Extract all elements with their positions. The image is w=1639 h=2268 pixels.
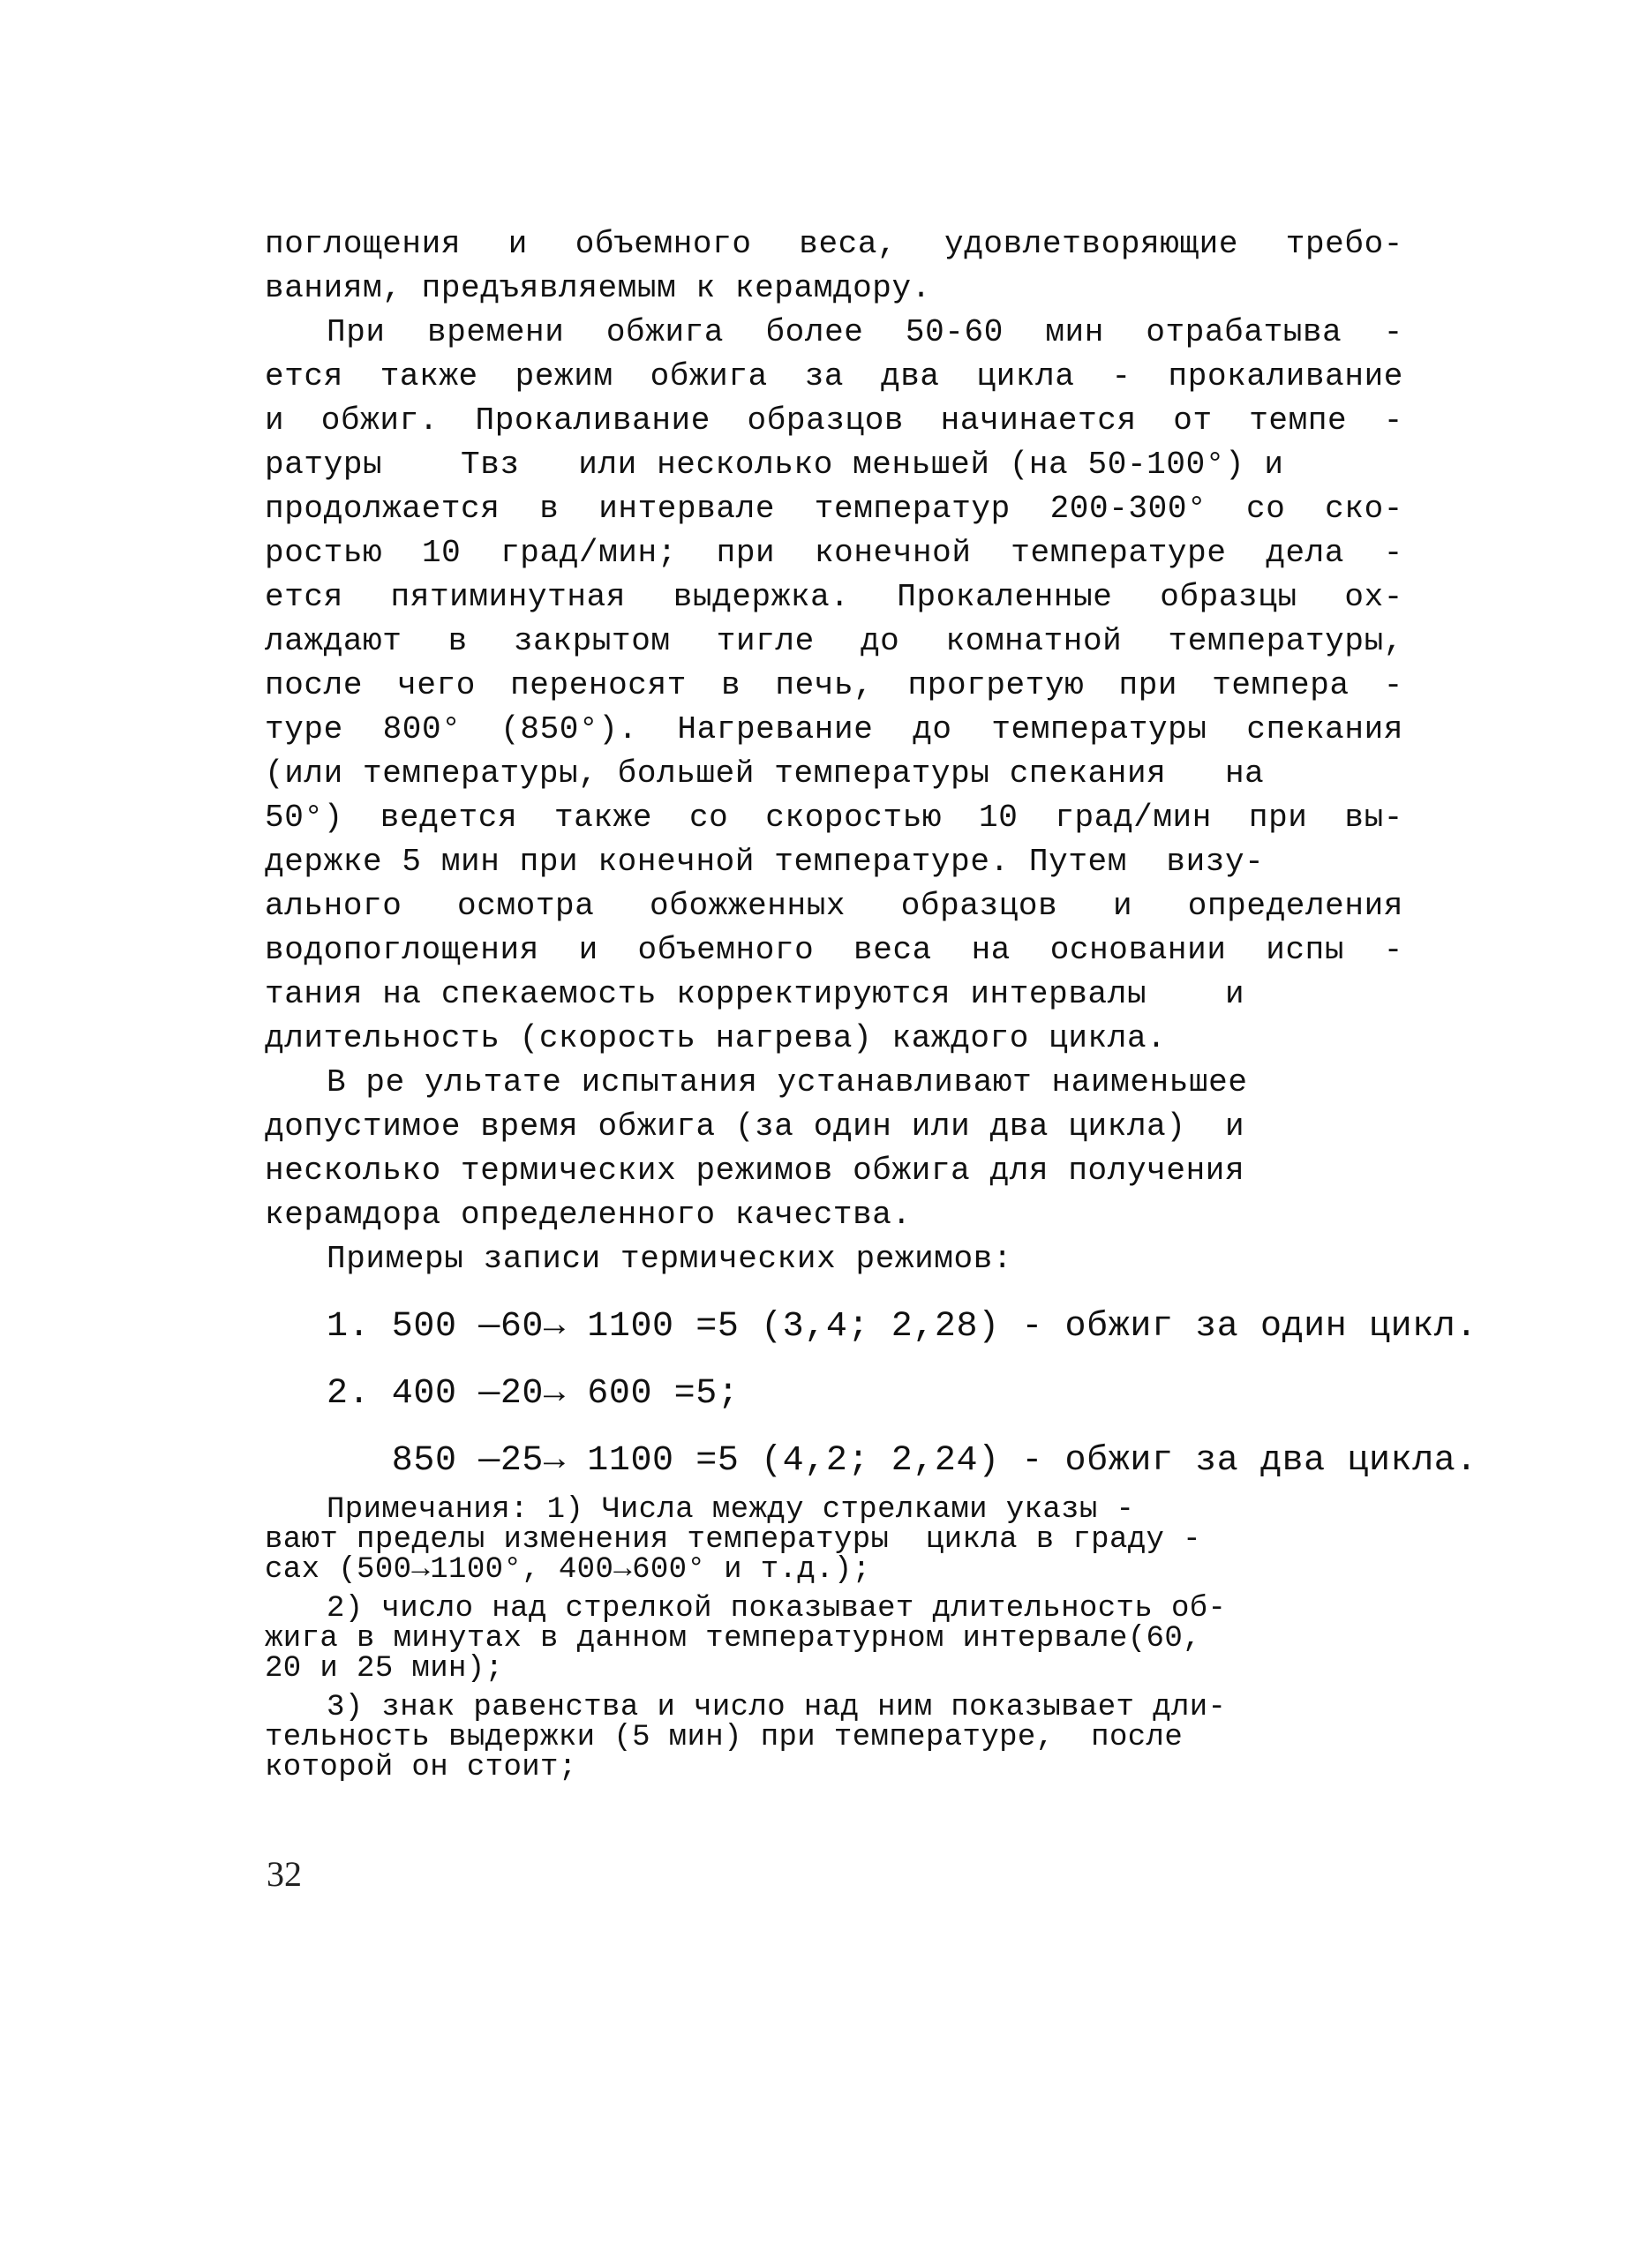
text-line: длительность (скорость нагрева) каждого цикла. <box>265 1020 1167 1056</box>
note-line: вают пределы изменения температуры цикла в граду - <box>265 1523 1201 1557</box>
text-line: водопоглощения и объемного веса на основании испы - <box>265 932 1403 968</box>
text-line: При времени обжига более 50-60 мин отрабатыва - <box>327 314 1403 350</box>
text-line: В ре ультате испытания устанавливают наименьшее <box>327 1064 1248 1100</box>
example-line: 2. 400 —20→ 600 =5; <box>327 1374 740 1414</box>
text-line: ваниям, предъявляемым к керамдору. <box>265 270 931 306</box>
text-line: ется также режим обжига за два цикла - прокаливание <box>265 358 1403 394</box>
text-line: Примеры записи термических режимов: <box>327 1241 1013 1277</box>
text-line: после чего переносят в печь, прогретую при темпера - <box>265 667 1403 703</box>
note-line: 2) число над стрелкой показывает длительность об- <box>327 1592 1227 1626</box>
text-line: (или температуры, большей температуры спекания на <box>265 755 1265 792</box>
text-line: продолжается в интервале температур 200-300° со ско- <box>265 491 1403 527</box>
text-line: туре 800° (850°). Нагревание до температуры спекания <box>265 711 1403 747</box>
note-line: 3) знак равенства и число над ним показывает дли- <box>327 1691 1227 1724</box>
text-line: 50°) ведется также со скоростью 10 град/мин при вы- <box>265 800 1403 836</box>
text-line: ального осмотра обожженных образцов и определения <box>265 888 1403 924</box>
notes-block <box>265 1495 1403 1783</box>
example-line: 850 —25→ 1100 =5 (4,2; 2,24) - обжиг за два цикла. <box>327 1441 1478 1481</box>
note-line: которой он стоит; <box>265 1751 577 1784</box>
note-line: тельность выдержки (5 мин) при температуре, после <box>265 1721 1184 1754</box>
text-line: держке 5 мин при конечной температуре. Путем визу- <box>265 844 1265 880</box>
text-line: ется пятиминутная выдержка. Прокаленные образцы ох- <box>265 579 1403 615</box>
text-line: керамдора определенного качества. <box>265 1197 912 1233</box>
page-number: 32 <box>267 1854 302 1894</box>
example-line: 1. 500 —60→ 1100 =5 (3,4; 2,28) - обжиг за один цикл. <box>327 1307 1478 1347</box>
text-line: лаждают в закрытом тигле до комнатной температуры, <box>265 623 1403 659</box>
text-line: ратуры Tвз или несколько меньшей (на 50-100°) и <box>265 447 1284 483</box>
note-line: Примечания: 1) Числа между стрелками указы - <box>327 1493 1135 1527</box>
main-text <box>265 222 1478 1495</box>
text-line: допустимое время обжига (за один или два цикла) и <box>265 1108 1245 1145</box>
text-line: ростью 10 град/мин; при конечной температуре дела - <box>265 535 1403 571</box>
note-line: 20 и 25 мин); <box>265 1652 504 1686</box>
note-line: сах (500→1100°, 400→600° и т.д.); <box>265 1553 871 1587</box>
text-line: тания на спекаемость корректируются интервалы и <box>265 976 1245 1012</box>
text-line: и обжиг. Прокаливание образцов начинается от темпе - <box>265 402 1403 439</box>
text-line: несколько термических режимов обжига для получения <box>265 1153 1245 1189</box>
note-line: жига в минутах в данном температурном интервале(60, <box>265 1622 1201 1656</box>
text-line: поглощения и объемного веса, удовлетворяющие требо- <box>265 226 1403 262</box>
